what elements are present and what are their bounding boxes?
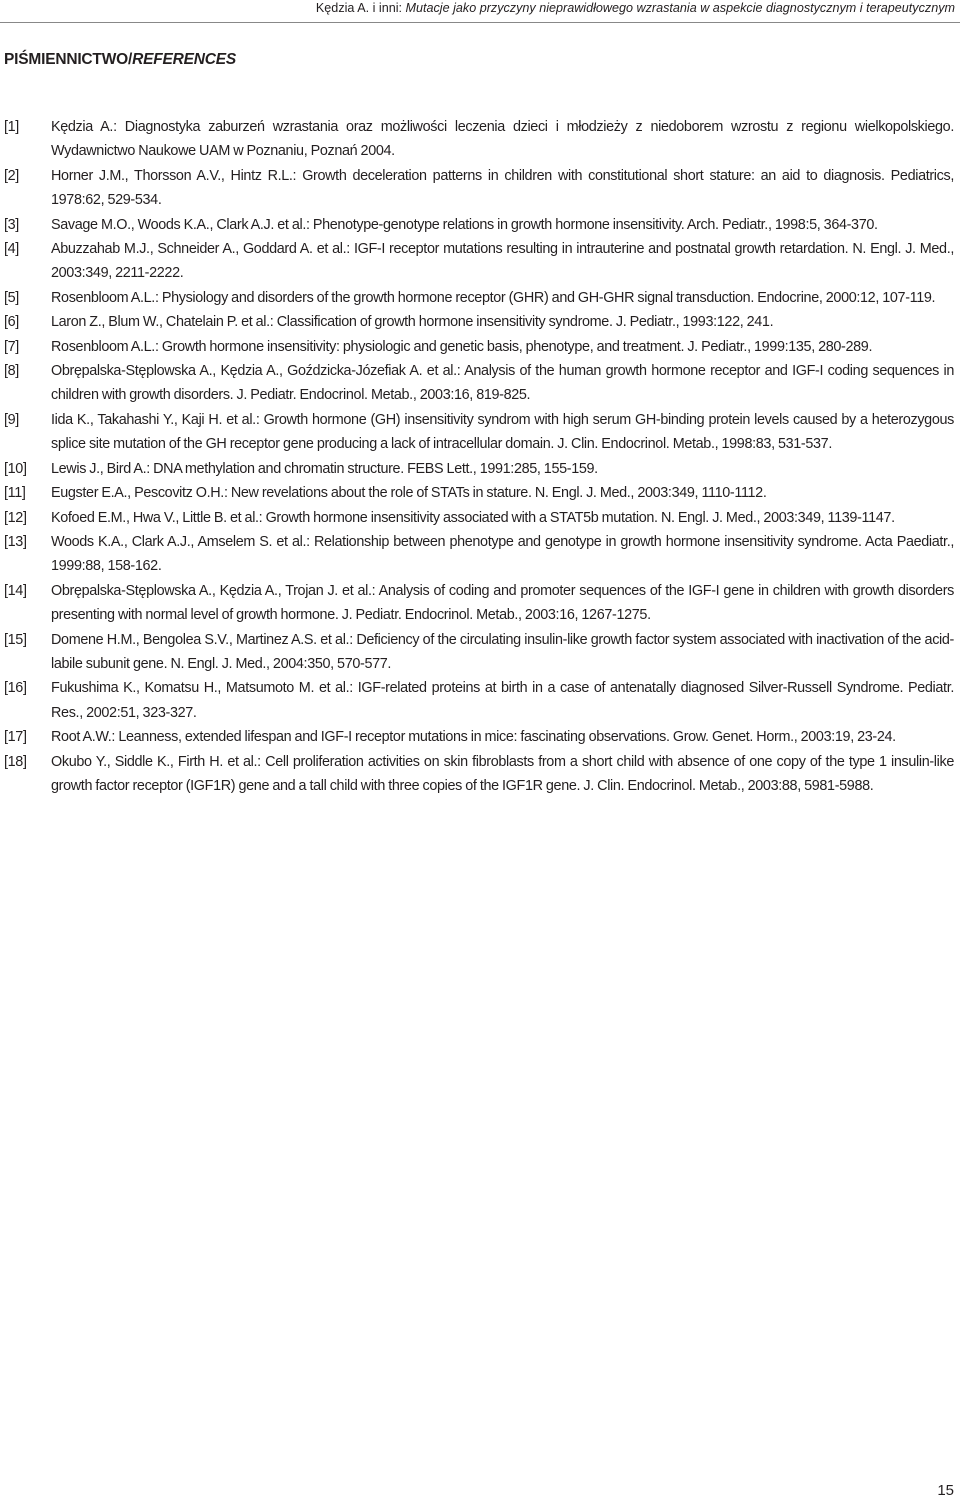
running-header — [5, 0, 955, 16]
reference-number: [12] — [4, 509, 27, 526]
section-heading-pl: PIŚMIENNICTWO/ — [4, 51, 133, 68]
reference-number: [15] — [4, 631, 27, 648]
reference-number: [13] — [4, 533, 27, 550]
reference-number: [6] — [4, 314, 19, 331]
reference-text: Fukushima K., Komatsu H., Matsumoto M. et al.: IGF-related proteins at birth in a case of antenatally diagnosed Silver-Russell Syndrome. Pediatr. Res., 2002:51, 323-327. — [51, 680, 954, 721]
reference-number: [9] — [4, 411, 19, 428]
reference-item — [4, 310, 954, 334]
page-number: 15 — [937, 1482, 954, 1499]
reference-number: [5] — [4, 289, 19, 306]
reference-number: [7] — [4, 338, 19, 355]
reference-item — [4, 628, 954, 677]
section-heading — [4, 50, 236, 70]
reference-item — [4, 457, 954, 481]
reference-text: Domene H.M., Bengolea S.V., Martinez A.S. et al.: Deficiency of the circulating insulin-like growth factor system associated with inactivation of the acid-labile subunit gene. N. Engl. J. Med., 2004:350, 570-577. — [51, 631, 954, 672]
running-header-title: Mutacje jako przyczyny nieprawidłowego wzrastania w aspekcie diagnostycznym i terapeutycznym — [405, 1, 955, 15]
reference-item — [4, 579, 954, 628]
reference-number: [3] — [4, 216, 19, 233]
reference-text: Woods K.A., Clark A.J., Amselem S. et al.: Relationship between phenotype and genotype in growth hormone insensitivity syndrome. Acta Paediatr., 1999:88, 158-162. — [51, 533, 954, 575]
reference-item — [4, 530, 954, 579]
reference-item — [4, 115, 954, 164]
reference-text: Savage M.O., Woods K.A., Clark A.J. et al.: Phenotype-genotype relations in growth hormone insensitivity. Arch. Pediatr., 1998:5, 364-370. — [51, 216, 878, 233]
header-rule — [0, 22, 960, 23]
reference-item — [4, 506, 954, 530]
reference-text: Laron Z., Blum W., Chatelain P. et al.: Classification of growth hormone insensitivity syndrome. J. Pediatr., 1993:122, 241. — [51, 314, 774, 331]
section-heading-en: REFERENCES — [132, 51, 237, 68]
reference-number: [4] — [4, 241, 19, 258]
reference-text: Rosenbloom A.L.: Physiology and disorders of the growth hormone receptor (GHR) and GH-GHR signal transduction. Endocrine, 2000:12, 107-119. — [51, 289, 936, 306]
reference-item — [4, 237, 954, 286]
reference-number: [1] — [4, 119, 19, 135]
reference-number: [11] — [4, 485, 26, 502]
reference-text: Kofoed E.M., Hwa V., Little B. et al.: Growth hormone insensitivity associated with a STAT5b mutation. N. Engl. J. Med., 2003:349, 1139-1147. — [51, 509, 895, 526]
reference-number: [16] — [4, 680, 27, 697]
reference-item — [4, 725, 954, 749]
reference-item — [4, 676, 954, 725]
reference-item — [4, 164, 954, 213]
reference-text: Eugster E.A., Pescovitz O.H.: New revelations about the role of STATs in stature. N. Engl. J. Med., 2003:349, 1110-1112. — [51, 485, 767, 502]
reference-text: Rosenbloom A.L.: Growth hormone insensitivity: physiologic and genetic basis, phenotype, and treatment. J. Pediatr., 1999:135, 280-289. — [51, 338, 873, 355]
reference-item — [4, 359, 954, 408]
reference-number: [17] — [4, 729, 27, 746]
reference-text: Obrępalska-Stęplowska A., Kędzia A., Goździcka-Józefiak A. et al.: Analysis of the human growth hormone receptor and IGF-I coding sequences in children with growth disorders. J. Pediatr. Endocrinol. Metab., 2003:16, 819-825. — [51, 363, 954, 404]
reference-text: Okubo Y., Siddle K., Firth H. et al.: Cell proliferation activities on skin fibroblasts from a short child with absence of one copy of the type 1 insulin-like growth factor receptor (IGF1R) gene and a tall child with three copies of the IGF1R gene. J. Clin. Endocrinol. Metab., 2003:88, 5981-5988. — [51, 753, 954, 794]
reference-number: [14] — [4, 582, 27, 599]
reference-item — [4, 335, 954, 359]
reference-text: Horner J.M., Thorsson A.V., Hintz R.L.: Growth deceleration patterns in children with constitutional short stature: an aid to diagnosis. Pediatrics, 1978:62, 529-534. — [51, 167, 954, 209]
reference-item — [4, 481, 954, 505]
reference-text: Kędzia A.: Diagnostyka zaburzeń wzrastania oraz możliwości leczenia dzieci i młodzieży z niedoborem wzrostu z regionu wielkopolskiego. Wydawnictwo Naukowe UAM w Poznaniu, Poznań 2004. — [51, 119, 954, 160]
reference-number: [18] — [4, 753, 27, 770]
reference-text: Iida K., Takahashi Y., Kaji H. et al.: Growth hormone (GH) insensitivity syndrom with high serum GH-binding protein levels caused by a heterozygous splice site mutation of the GH receptor gene producing a lack of intracellular domain. J. Clin. Endocrinol. Metab., 1998:83, 531-537. — [51, 411, 954, 453]
reference-number: [8] — [4, 363, 19, 380]
reference-item — [4, 408, 954, 457]
reference-number: [2] — [4, 167, 19, 184]
reference-text: Root A.W.: Leanness, extended lifespan and IGF-I receptor mutations in mice: fascinating observations. Grow. Genet. Horm., 2003:19, 23-24. — [51, 729, 896, 746]
reference-text: Obrępalska-Stęplowska A., Kędzia A., Trojan J. et al.: Analysis of coding and promoter sequences of the IGF-I gene in children with growth disorders presenting with normal level of growth hormone. J. Pediatr. Endocrinol. Metab., 2003:16, 1267-1275. — [51, 582, 954, 624]
reference-item — [4, 750, 954, 799]
reference-text: Abuzzahab M.J., Schneider A., Goddard A. et al.: IGF-I receptor mutations resulting in intrauterine and postnatal growth retardation. N. Engl. J. Med., 2003:349, 2211-2222. — [51, 241, 954, 282]
reference-number: [10] — [4, 460, 27, 477]
running-header-authors: Kędzia A. i inni: — [315, 1, 406, 15]
reference-list — [4, 115, 954, 798]
reference-text: Lewis J., Bird A.: DNA methylation and chromatin structure. FEBS Lett., 1991:285, 155-159. — [51, 460, 598, 477]
reference-item — [4, 213, 954, 237]
reference-item — [4, 286, 954, 310]
